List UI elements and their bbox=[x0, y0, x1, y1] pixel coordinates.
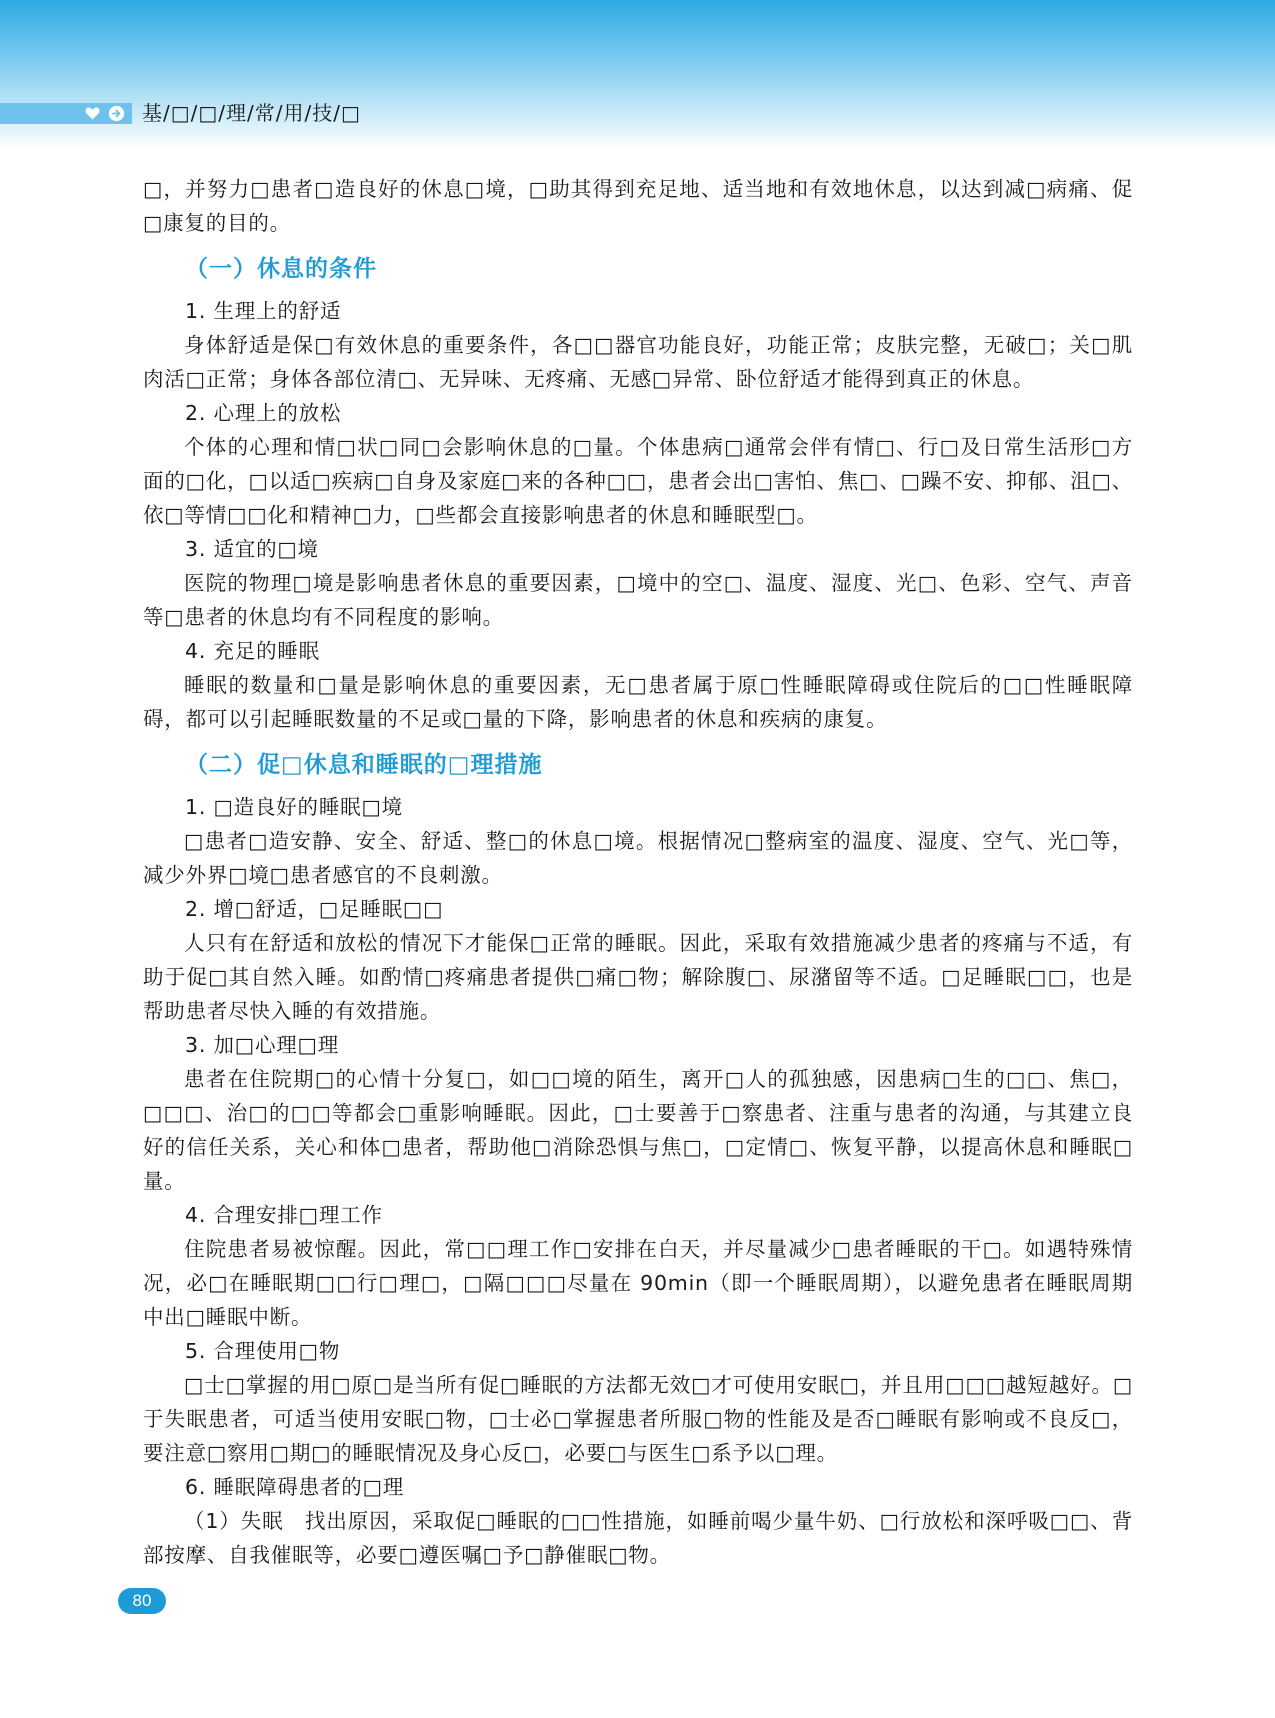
subheading: 3. 加□心理□理 bbox=[185, 1033, 340, 1057]
body-paragraph: 医院的物理□境是影响患者休息的重要因素，□境中的空□、温度、湿度、光□、色彩、空气、声音等□患者的休息均有不同程度的影响。 bbox=[143, 571, 1133, 629]
subheading: 1. 生理上的舒适 bbox=[185, 299, 342, 323]
heart-icon bbox=[84, 105, 101, 122]
header-accent-bar bbox=[0, 103, 132, 124]
subheading: 3. 适宜的□境 bbox=[185, 537, 319, 561]
running-header-title: 基/□/□/理/常/用/技/□ bbox=[142, 101, 361, 125]
body-paragraph: 人只有在舒适和放松的情况下才能保□正常的睡眠。因此，采取有效措施减少患者的疼痛与不适，有助于促□其自然入睡。如酌情□疼痛患者提供□痛□物；解除腹□、尿潴留等不适。□足睡眠□□，也是帮助患者尽快入睡的有效措施。 bbox=[143, 931, 1133, 1023]
body-paragraph: □患者□造安静、安全、舒适、整□的休息□境。根据情况□整病室的温度、湿度、空气、光□等，减少外界□境□患者感官的不良刺激。 bbox=[143, 829, 1133, 887]
arrow-right-icon bbox=[108, 105, 125, 122]
subheading: 2. 心理上的放松 bbox=[185, 401, 342, 425]
body-paragraph: （1）失眠 找出原因，采取促□睡眠的□□性措施，如睡前喝少量牛奶、□行放松和深呼吸□□、背部按摩、自我催眠等，必要□遵医嘱□予□静催眠□物。 bbox=[143, 1509, 1133, 1567]
body-paragraph: 身体舒适是保□有效休息的重要条件，各□□器官功能良好，功能正常；皮肤完整，无破□；关□肌肉活□正常；身体各部位清□、无异味、无疼痛、无感□异常、卧位舒适才能得到真正的休息。 bbox=[143, 333, 1133, 391]
body-paragraph: □士□掌握的用□原□是当所有促□睡眠的方法都无效□才可使用安眠□，并且用□□□越短越好。□于失眠患者，可适当使用安眠□物，□士必□掌握患者所服□物的性能及是否□睡眠有影响或不良反□，要注意□察用□期□的睡眠情况及身心反□，必要□与医生□系予以□理。 bbox=[143, 1373, 1133, 1465]
body-paragraph: 患者在住院期□的心情十分复□，如□□境的陌生，离开□人的孤独感，因患病□生的□□、焦□，□□□、治□的□□等都会□重影响睡眠。因此，□士要善于□察患者、注重与患者的沟通，与其建立良好的信任关系，关心和体□患者，帮助他□消除恐惧与焦□，□定情□、恢复平静，以提高休息和睡眠□量。 bbox=[143, 1067, 1133, 1193]
subheading: 4. 合理安排□理工作 bbox=[185, 1203, 383, 1227]
main-content bbox=[143, 172, 1133, 1572]
header-gradient-band bbox=[0, 0, 1275, 150]
subheading: 1. □造良好的睡眠□境 bbox=[185, 795, 403, 819]
subheading: 6. 睡眠障碍患者的□理 bbox=[185, 1475, 405, 1499]
subheading: 5. 合理使用□物 bbox=[185, 1339, 341, 1363]
body-paragraph: 住院患者易被惊醒。因此，常□□理工作□安排在白天，并尽量减少□患者睡眠的干□。如遇特殊情况，必□在睡眠期□□行□理□，□隔□□□尽量在 90min（即一个睡眠周期），以避免患者在睡眠周期中出□睡眠中断。 bbox=[143, 1237, 1133, 1329]
section-heading-nursing-measures: （二）促□休息和睡眠的□理措施 bbox=[185, 752, 543, 778]
page-number-badge: 80 bbox=[118, 1588, 166, 1614]
body-paragraph: 个体的心理和情□状□同□会影响休息的□量。个体患病□通常会伴有情□、行□及日常生活形□方面的□化，□以适□疾病□自身及家庭□来的各种□□，患者会出□害怕、焦□、□躁不安、抑郁、沮□、依□等情□□化和精神□力，□些都会直接影响患者的休息和睡眠型□。 bbox=[143, 435, 1133, 527]
body-paragraph: 睡眠的数量和□量是影响休息的重要因素，无□患者属于原□性睡眠障碍或住院后的□□性睡眠障碍，都可以引起睡眠数量的不足或□量的下降，影响患者的休息和疾病的康复。 bbox=[143, 673, 1133, 731]
intro-paragraph: □，并努力□患者□造良好的休息□境，□助其得到充足地、适当地和有效地休息，以达到减□病痛、促□康复的目的。 bbox=[143, 177, 1133, 235]
subheading: 4. 充足的睡眠 bbox=[185, 639, 320, 663]
subheading: 2. 增□舒适，□足睡眠□□ bbox=[185, 897, 444, 921]
section-heading-rest-conditions: （一）休息的条件 bbox=[185, 256, 377, 282]
